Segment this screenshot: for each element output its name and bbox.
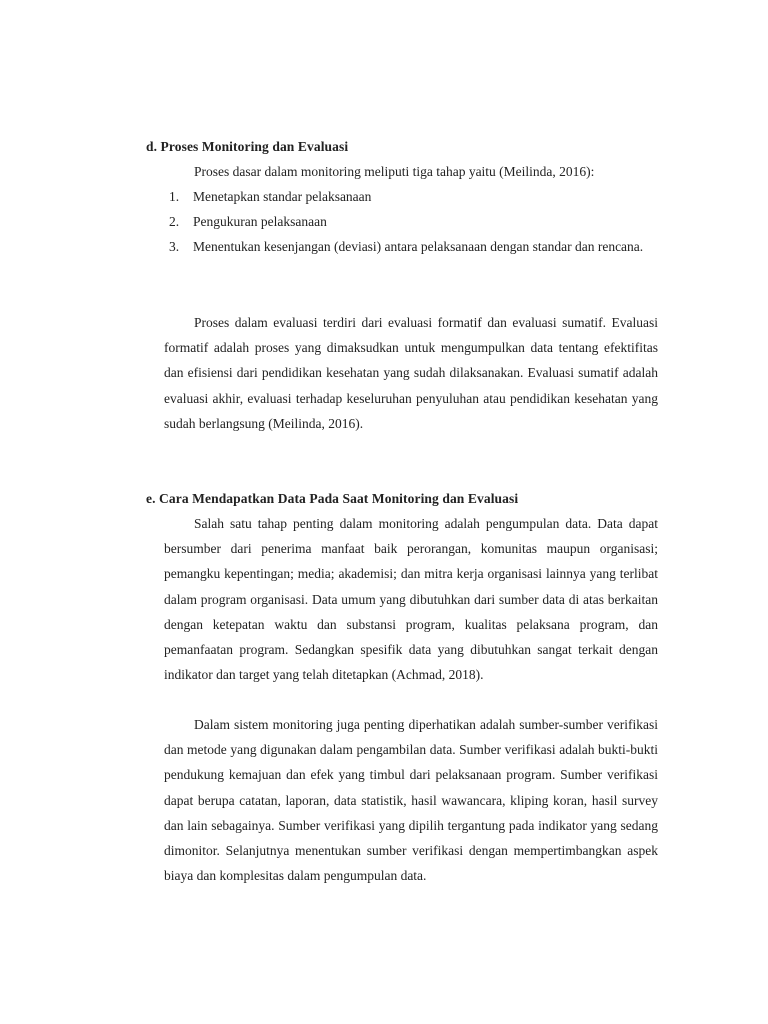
list-item bbox=[164, 184, 658, 209]
list-item bbox=[164, 234, 658, 259]
list-item-number: 2. bbox=[169, 214, 180, 230]
monitoring-steps-list bbox=[164, 184, 658, 260]
section-e-heading: e. Cara Mendapatkan Data Pada Saat Monitoring dan Evaluasi bbox=[146, 491, 519, 506]
section-d-heading: d. Proses Monitoring dan Evaluasi bbox=[146, 139, 349, 154]
section-e-paragraph-2: Dalam sistem monitoring juga penting diperhatikan adalah sumber-sumber verifikasi dan metode yang digunakan dalam pengambilan data. Sumber verifikasi adalah bukti-bukti pendukung kemajuan dan efek yang timbul dari pelaksanaan program. Sumber verifikasi dapat berupa catatan, laporan, data statistik, hasil wawancara, kliping koran, hasil survey dan lain sebagainya. Sumber verifikasi yang dipilih tergantung pada indikator yang sedang dimonitor. Selanjutnya menentukan sumber verifikasi dengan mempertimbangkan aspek biaya dan komplesitas dalam pengumpulan data. bbox=[164, 717, 658, 884]
section-d-intro: Proses dasar dalam monitoring meliputi tiga tahap yaitu (Meilinda, 2016): bbox=[194, 164, 595, 179]
list-item bbox=[164, 209, 658, 234]
list-item-number: 1. bbox=[169, 189, 180, 204]
list-item-number: 3. bbox=[169, 239, 180, 255]
list-item-text: Menetapkan standar pelaksanaan bbox=[193, 189, 372, 204]
list-item-text: Pengukuran pelaksanaan bbox=[193, 214, 327, 230]
list-item-text: Menentukan kesenjangan (deviasi) antara pelaksanaan dengan standar dan rencana. bbox=[193, 239, 644, 255]
section-e-paragraph-1: Salah satu tahap penting dalam monitoring adalah pengumpulan data. Data dapat bersumber dari penerima manfaat baik perorangan, komunitas maupun organisasi; pemangku kepentingan; media; akademisi; dan mitra kerja organisasi lainnya yang terlibat dalam program organisasi. Data umum yang dibutuhkan dari sumber data di atas berkaitan dengan ketepatan waktu dan substansi program, kualitas pelaksana program, dan pemanfaatan program. Sedangkan spesifik data yang dibutuhkan sangat terkait dengan indikator dan target yang telah ditetapkan (Achmad, 2018). bbox=[164, 516, 658, 683]
section-d-evaluation-paragraph: Proses dalam evaluasi terdiri dari evaluasi formatif dan evaluasi sumatif. Evaluasi formatif adalah proses yang dimaksudkan untuk mengumpulkan data tentang efektifitas dan efisiensi dari pendidikan kesehatan yang sudah dilaksanakan. Evaluasi sumatif adalah evaluasi akhir, evaluasi terhadap keseluruhan penyuluhan atau pendidikan kesehatan yang sudah berlangsung (Meilinda, 2016). bbox=[164, 315, 658, 431]
